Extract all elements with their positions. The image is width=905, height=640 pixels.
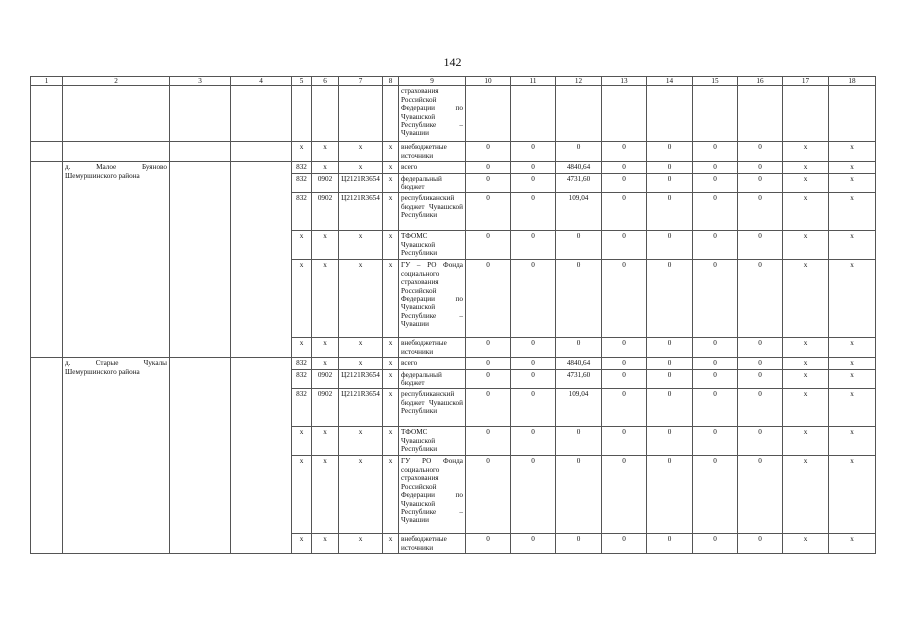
table-cell: 0 [602, 369, 647, 389]
table-cell: 0 [556, 338, 602, 358]
table-cell: Ц2121R3654 [339, 369, 383, 389]
table-cell: 0 [738, 338, 783, 358]
funding-source: ГУ – РО Фонда социального страхования Российской Федерации по Чувашской Республике – Чувашии [399, 260, 466, 338]
table-cell: 832 [292, 173, 312, 193]
table-cell: 0 [602, 389, 647, 427]
table-cell: 0 [511, 358, 556, 369]
table-cell [738, 86, 783, 142]
funding-source: ТФОМС Чувашской Республики [399, 427, 466, 456]
table-cell: 0 [647, 369, 693, 389]
table-cell [383, 86, 399, 142]
settlement-name: д. Старые Чукалы Шемуршинского района [63, 358, 170, 554]
table-cell: x [339, 534, 383, 554]
funding-source: федеральный бюджет [399, 369, 466, 389]
table-cell [312, 86, 339, 142]
table-cell: x [383, 173, 399, 193]
table-cell [231, 86, 292, 142]
table-cell: x [783, 389, 829, 427]
row-number-cell [31, 162, 63, 358]
table-cell: x [829, 534, 876, 554]
table-cell: x [783, 427, 829, 456]
table-cell: x [312, 358, 339, 369]
table-cell: x [339, 427, 383, 456]
table-cell: 0 [466, 534, 511, 554]
table-cell: 0 [693, 142, 738, 162]
table-row [31, 142, 876, 162]
table-cell: x [783, 142, 829, 162]
table-cell: x [829, 358, 876, 369]
table-cell: 832 [292, 193, 312, 231]
table-cell [292, 86, 312, 142]
table-cell [339, 86, 383, 142]
column-number: 7 [339, 77, 383, 86]
table-cell: 109,04 [556, 193, 602, 231]
table-cell: 0 [647, 231, 693, 260]
table-cell: 832 [292, 358, 312, 369]
table-cell: 0 [556, 427, 602, 456]
table-cell: 0902 [312, 389, 339, 427]
table-cell [829, 86, 876, 142]
table-cell: x [783, 260, 829, 338]
table-cell: 0 [511, 193, 556, 231]
table-cell: x [829, 338, 876, 358]
table-cell: 0 [647, 389, 693, 427]
table-cell: x [292, 338, 312, 358]
table-cell: 0 [602, 338, 647, 358]
column-number: 8 [383, 77, 399, 86]
column-number: 17 [783, 77, 829, 86]
table-cell: 0 [738, 260, 783, 338]
table-cell: 0 [738, 427, 783, 456]
funding-source: всего [399, 358, 466, 369]
table-cell: x [383, 338, 399, 358]
table-cell: x [292, 427, 312, 456]
table-cell: 0 [647, 260, 693, 338]
table-cell: 0 [602, 260, 647, 338]
table-cell: x [783, 456, 829, 534]
table-cell: 0 [602, 231, 647, 260]
funding-source: внебюджетные источники [399, 534, 466, 554]
table-cell: x [829, 260, 876, 338]
table-cell [170, 86, 231, 142]
table-cell: x [312, 162, 339, 173]
table-cell: 0 [738, 231, 783, 260]
table-cell: x [829, 193, 876, 231]
table-cell: x [383, 193, 399, 231]
table-cell: 0 [693, 534, 738, 554]
table-cell: x [292, 142, 312, 162]
table-cell: 0 [466, 193, 511, 231]
table-cell: x [829, 142, 876, 162]
table-cell: x [339, 162, 383, 173]
table-cell: x [783, 193, 829, 231]
table-cell: 0 [693, 456, 738, 534]
table-cell: страхования Российской Федерации по Чувашской Республике – Чувашии [399, 86, 466, 142]
table-cell: 0 [647, 173, 693, 193]
table-row [31, 162, 876, 173]
table-cell: 0 [511, 173, 556, 193]
row-number-cell [31, 358, 63, 554]
table-cell: 0 [466, 231, 511, 260]
table-row [31, 358, 876, 369]
table-cell: 0 [647, 338, 693, 358]
table-cell: x [292, 260, 312, 338]
table-cell [170, 162, 231, 358]
table-cell: x [339, 456, 383, 534]
table-cell: 0 [602, 173, 647, 193]
table-cell: 0 [511, 389, 556, 427]
table-cell: 0 [738, 534, 783, 554]
table-cell: x [312, 231, 339, 260]
table-cell: 832 [292, 162, 312, 173]
table-cell [31, 86, 63, 142]
table-cell: x [829, 369, 876, 389]
table-cell: 0 [693, 260, 738, 338]
table-cell: x [383, 456, 399, 534]
table-cell: x [312, 260, 339, 338]
table-cell: x [292, 534, 312, 554]
table-cell: 0 [466, 162, 511, 173]
table-cell: 832 [292, 369, 312, 389]
table-cell: x [312, 338, 339, 358]
table-cell: 0 [466, 260, 511, 338]
table-cell: 0 [647, 162, 693, 173]
table-cell [231, 358, 292, 554]
table-cell: x [312, 142, 339, 162]
funding-source: республиканский бюджет Чувашской Республики [399, 193, 466, 231]
table-cell: x [383, 142, 399, 162]
table-cell: 0902 [312, 193, 339, 231]
table-cell [511, 86, 556, 142]
table-cell: 0 [693, 231, 738, 260]
column-number: 16 [738, 77, 783, 86]
table-cell: x [783, 369, 829, 389]
table-cell: 109,04 [556, 389, 602, 427]
table-cell: 0 [738, 142, 783, 162]
table-cell: 0 [466, 389, 511, 427]
table-cell: 0 [466, 173, 511, 193]
table-cell [170, 358, 231, 554]
column-number: 6 [312, 77, 339, 86]
table-cell [783, 86, 829, 142]
table-cell: x [312, 534, 339, 554]
table-cell: x [829, 456, 876, 534]
table-cell: 0 [693, 358, 738, 369]
table-cell: 0 [511, 338, 556, 358]
table-cell: x [339, 231, 383, 260]
table-cell: 0 [556, 260, 602, 338]
table-cell: 0 [511, 369, 556, 389]
table-cell: 0 [602, 427, 647, 456]
table-cell: 0 [466, 338, 511, 358]
table-cell: x [783, 162, 829, 173]
funding-source: ТФОМС Чувашской Республики [399, 231, 466, 260]
table-cell [63, 86, 170, 142]
table-cell: 0 [511, 427, 556, 456]
table-cell [466, 86, 511, 142]
table-cell: x [829, 173, 876, 193]
table-cell: 4731,60 [556, 369, 602, 389]
table-cell: x [783, 534, 829, 554]
table-cell: 0 [738, 193, 783, 231]
table-cell: 0 [647, 456, 693, 534]
table-cell: 0 [511, 260, 556, 338]
column-number: 14 [647, 77, 693, 86]
table-cell: Ц2121R3654 [339, 173, 383, 193]
budget-table [30, 76, 876, 554]
table-cell: x [783, 358, 829, 369]
table-cell: 0902 [312, 369, 339, 389]
table-cell: 0 [466, 456, 511, 534]
table-cell: x [783, 231, 829, 260]
funding-source: внебюджетные источники [399, 338, 466, 358]
column-number: 2 [63, 77, 170, 86]
table-row [31, 86, 876, 142]
table-cell: x [383, 534, 399, 554]
column-number: 11 [511, 77, 556, 86]
table-cell: 0 [556, 534, 602, 554]
table-cell: 0 [647, 534, 693, 554]
table-cell [647, 86, 693, 142]
table-cell: 4731,60 [556, 173, 602, 193]
table-cell: x [783, 338, 829, 358]
table-cell: 4840,64 [556, 358, 602, 369]
table-cell: Ц2121R3654 [339, 193, 383, 231]
settlement-name [63, 142, 170, 162]
table-cell: x [383, 389, 399, 427]
table-cell: x [383, 369, 399, 389]
table-cell: x [829, 231, 876, 260]
table-cell: 0 [647, 427, 693, 456]
table-cell: 0 [466, 427, 511, 456]
table-cell: 0 [738, 369, 783, 389]
table-cell: 0 [602, 193, 647, 231]
column-number-row [31, 77, 876, 86]
table-cell: 0 [511, 534, 556, 554]
table-cell [231, 142, 292, 162]
funding-source: всего [399, 162, 466, 173]
table-cell: 0 [511, 142, 556, 162]
table-cell: 0902 [312, 173, 339, 193]
row-number-cell [31, 142, 63, 162]
table-cell: Ц2121R3654 [339, 389, 383, 427]
table-cell: 0 [693, 173, 738, 193]
funding-source: внебюджетные источники [399, 142, 466, 162]
table-cell: x [339, 142, 383, 162]
table-cell: x [339, 358, 383, 369]
table-cell: 0 [602, 534, 647, 554]
table-cell: x [292, 456, 312, 534]
table-cell: 0 [556, 456, 602, 534]
table-cell: 0 [738, 389, 783, 427]
table-cell: 0 [693, 338, 738, 358]
funding-source: республиканский бюджет Чувашской Республики [399, 389, 466, 427]
table-cell: x [829, 389, 876, 427]
column-number: 12 [556, 77, 602, 86]
table-cell: 0 [738, 173, 783, 193]
table-cell [170, 142, 231, 162]
table-cell: 0 [693, 162, 738, 173]
table-cell [602, 86, 647, 142]
table-cell: x [383, 427, 399, 456]
column-number: 9 [399, 77, 466, 86]
table-cell: 0 [511, 456, 556, 534]
table-cell: x [339, 260, 383, 338]
table-cell: x [339, 338, 383, 358]
table-cell: x [292, 231, 312, 260]
table-cell: 0 [693, 389, 738, 427]
table-cell [231, 162, 292, 358]
table-cell: x [383, 231, 399, 260]
table-cell: 0 [511, 231, 556, 260]
table-cell: 0 [647, 193, 693, 231]
funding-source: федеральный бюджет [399, 173, 466, 193]
table-cell: x [383, 162, 399, 173]
table-cell: 0 [647, 358, 693, 369]
table-cell: 0 [602, 358, 647, 369]
table-cell: x [383, 260, 399, 338]
column-number: 13 [602, 77, 647, 86]
table-cell: 0 [556, 231, 602, 260]
column-number: 4 [231, 77, 292, 86]
table-cell: 0 [693, 193, 738, 231]
table-cell: 0 [738, 162, 783, 173]
funding-source: ГУ РО Фонда социального страхования Российской Федерации по Чувашской Республике – Чувашии [399, 456, 466, 534]
table-cell [556, 86, 602, 142]
table-cell: 4840,64 [556, 162, 602, 173]
table-cell: 0 [511, 162, 556, 173]
column-number: 15 [693, 77, 738, 86]
table-cell: 0 [466, 358, 511, 369]
table-cell: x [783, 173, 829, 193]
settlement-name: д. Малое Буяново Шемуршинского района [63, 162, 170, 358]
table-cell: 0 [693, 369, 738, 389]
column-number: 18 [829, 77, 876, 86]
table-cell: x [829, 427, 876, 456]
table-cell: 0 [466, 142, 511, 162]
table-cell: 832 [292, 389, 312, 427]
table-cell: 0 [466, 369, 511, 389]
table-cell: x [383, 358, 399, 369]
table-cell: 0 [693, 427, 738, 456]
table-cell: 0 [647, 142, 693, 162]
table-cell: 0 [738, 358, 783, 369]
table-cell: 0 [602, 142, 647, 162]
column-number: 3 [170, 77, 231, 86]
table-cell: 0 [556, 142, 602, 162]
table-cell: 0 [602, 162, 647, 173]
column-number: 5 [292, 77, 312, 86]
page-number: 142 [443, 55, 462, 69]
table-cell: 0 [602, 456, 647, 534]
column-number: 1 [31, 77, 63, 86]
table-cell: x [312, 427, 339, 456]
table-cell [693, 86, 738, 142]
table-cell: x [312, 456, 339, 534]
column-number: 10 [466, 77, 511, 86]
table-cell: 0 [738, 456, 783, 534]
table-cell: x [829, 162, 876, 173]
